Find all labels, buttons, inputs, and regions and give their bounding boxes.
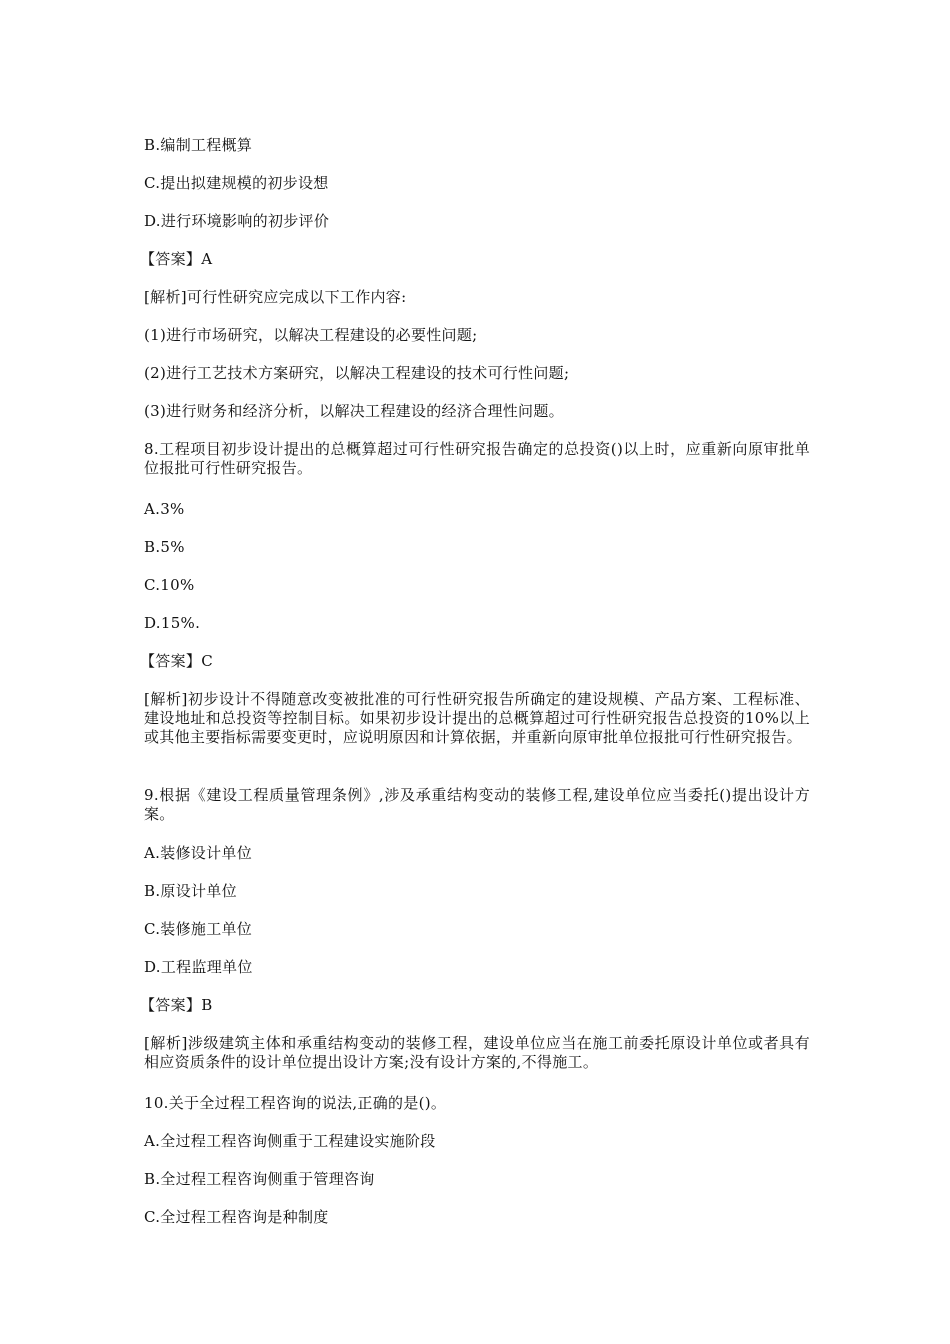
q8-option-a: A.3%	[144, 500, 185, 518]
q7-analysis-item-1: (1)进行市场研究，以解决工程建设的必要性问题;	[144, 326, 478, 344]
q9-option-c: C.装修施工单位	[144, 920, 253, 938]
q10-option-a: A.全过程工程咨询侧重于工程建设实施阶段	[144, 1132, 436, 1150]
q9-question: 9.根据《建设工程质量管理条例》,涉及承重结构变动的装修工程,建设单位应当委托()提出设计方案。	[144, 786, 810, 823]
q8-analysis: [解析]初步设计不得随意改变被批准的可行性研究报告所确定的建设规模、产品方案、工程标准、建设地址和总投资等控制目标。如果初步设计提出的总概算超过可行性研究报告总投资的10%以上或其他主要指标需要变更时，应说明原因和计算依据，并重新向原审批单位报批可行性研究报告。	[144, 690, 810, 746]
q9-option-a: A.装修设计单位	[144, 844, 253, 862]
q9-option-d: D.工程监理单位	[144, 958, 253, 976]
q8-option-d: D.15%.	[144, 614, 201, 632]
q9-answer: 【答案】B	[140, 996, 213, 1014]
q8-option-b: B.5%	[144, 538, 185, 556]
q10-option-b: B.全过程工程咨询侧重于管理咨询	[144, 1170, 375, 1188]
q7-analysis-item-2: (2)进行工艺技术方案研究，以解决工程建设的技术可行性问题;	[144, 364, 570, 382]
q7-answer: 【答案】A	[140, 250, 213, 268]
q8-option-c: C.10%	[144, 576, 195, 594]
q7-option-d: D.进行环境影响的初步评价	[144, 212, 330, 230]
q9-option-b: B.原设计单位	[144, 882, 237, 900]
q7-analysis-intro: [解析]可行性研究应完成以下工作内容:	[144, 288, 407, 306]
q8-question: 8.工程项目初步设计提出的总概算超过可行性研究报告确定的总投资()以上时，应重新向原审批单位报批可行性研究报告。	[144, 440, 810, 477]
q7-option-c: C.提出拟建规模的初步设想	[144, 174, 329, 192]
q9-analysis: [解析]涉级建筑主体和承重结构变动的装修工程，建设单位应当在施工前委托原设计单位或者具有相应资质条件的设计单位提出设计方案;没有设计方案的,不得施工。	[144, 1034, 810, 1071]
q8-answer: 【答案】C	[140, 652, 213, 670]
q7-analysis-item-3: (3)进行财务和经济分析，以解决工程建设的经济合理性问题。	[144, 402, 564, 420]
q10-question: 10.关于全过程工程咨询的说法,正确的是()。	[144, 1094, 447, 1112]
q7-option-b: B.编制工程概算	[144, 136, 253, 154]
q10-option-c: C.全过程工程咨询是种制度	[144, 1208, 329, 1226]
